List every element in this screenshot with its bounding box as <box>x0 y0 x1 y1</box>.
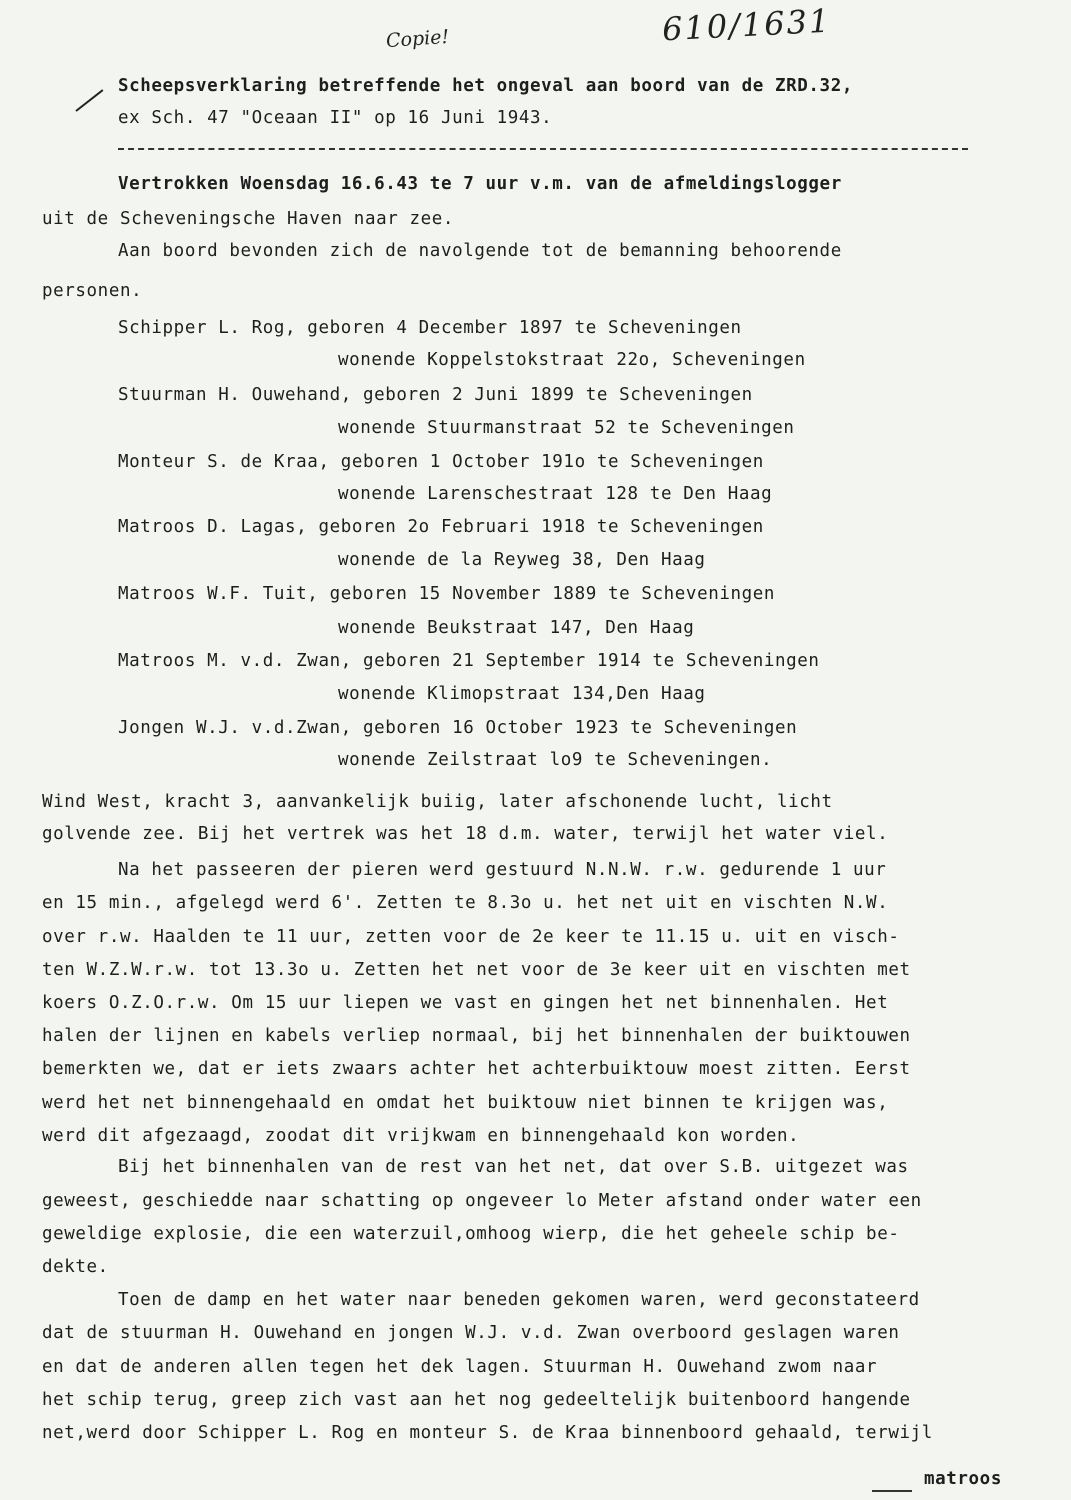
copy-annotation: Copie! <box>385 25 450 53</box>
body-line: net,werd door Schipper L. Rog en monteur S. de Kraa binnenboord gehaald, terwijl <box>42 1423 933 1443</box>
document-title-line-2: ex Sch. 47 "Oceaan II" op 16 Juni 1943. <box>118 108 553 128</box>
body-line: en dat de anderen allen tegen het dek lagen. Stuurman H. Ouwehand zwom naar <box>42 1357 878 1377</box>
body-line: personen. <box>42 281 143 301</box>
body-line: uit de Scheveningsche Haven naar zee. <box>42 209 455 229</box>
crew-entry: Stuurman H. Ouwehand, geboren 2 Juni 1899 te Scheveningen <box>118 385 753 405</box>
margin-check-mark <box>75 89 103 112</box>
body-line: Wind West, kracht 3, aanvankelijk buiig, later afschonende lucht, licht <box>42 792 833 812</box>
body-line: dat de stuurman H. Ouwehand en jongen W.J. v.d. Zwan overboord geslagen waren <box>42 1323 900 1343</box>
body-line: bemerkten we, dat er iets zwaars achter het achterbuiktouw moest zitten. Eerst <box>42 1059 911 1079</box>
crew-address: wonende Stuurmanstraat 52 te Scheveningen <box>338 418 795 438</box>
body-line: het schip terug, greep zich vast aan het nog gedeeltelijk buitenboord hangende <box>42 1390 911 1410</box>
catchword-rule <box>872 1490 912 1492</box>
reference-number: 610/1631 <box>661 1 833 49</box>
crew-entry: Matroos W.F. Tuit, geboren 15 November 1889 te Scheveningen <box>118 584 776 604</box>
body-line: halen der lijnen en kabels verliep normaal, bij het binnenhalen der buiktouwen <box>42 1026 911 1046</box>
body-line: werd het net binnengehaald en omdat het buiktouw niet binnen te krijgen was, <box>42 1093 889 1113</box>
body-line: over r.w. Haalden te 11 uur, zetten voor de 2e keer te 11.15 u. uit en visch- <box>42 927 900 947</box>
crew-entry: Jongen W.J. v.d.Zwan, geboren 16 October 1923 te Scheveningen <box>118 718 798 738</box>
crew-address: wonende de la Reyweg 38, Den Haag <box>338 550 706 570</box>
document-title-line-1: Scheepsverklaring betreffende het ongeval aan boord van de ZRD.32, <box>118 76 853 96</box>
body-line: Vertrokken Woensdag 16.6.43 te 7 uur v.m. van de afmeldingslogger <box>118 174 842 194</box>
body-line: Na het passeeren der pieren werd gestuurd N.N.W. r.w. gedurende 1 uur <box>118 860 887 880</box>
crew-entry: Matroos D. Lagas, geboren 2o Februari 1918 te Scheveningen <box>118 517 764 537</box>
crew-address: wonende Klimopstraat 134,Den Haag <box>338 684 706 704</box>
title-separator-rule <box>118 148 968 150</box>
body-line: dekte. <box>42 1257 109 1277</box>
body-line: golvende zee. Bij het vertrek was het 18 d.m. water, terwijl het water viel. <box>42 824 889 844</box>
crew-address: wonende Koppelstokstraat 22o, Scheveningen <box>338 350 806 370</box>
body-line: en 15 min., afgelegd werd 6'. Zetten te 8.3o u. het net uit en vischten N.W. <box>42 893 889 913</box>
body-line: werd dit afgezaagd, zoodat dit vrijkwam en binnengehaald kon worden. <box>42 1126 800 1146</box>
crew-entry: Matroos M. v.d. Zwan, geboren 21 September 1914 te Scheveningen <box>118 651 820 671</box>
catchword: matroos <box>924 1469 1002 1489</box>
crew-entry: Monteur S. de Kraa, geboren 1 October 191o te Scheveningen <box>118 452 764 472</box>
body-line: geweldige explosie, die een waterzuil,omhoog wierp, die het geheele schip be- <box>42 1224 900 1244</box>
body-line: koers O.Z.O.r.w. Om 15 uur liepen we vast en gingen het net binnenhalen. Het <box>42 993 889 1013</box>
crew-address: wonende Zeilstraat lo9 te Scheveningen. <box>338 750 773 770</box>
crew-address: wonende Larenschestraat 128 te Den Haag <box>338 484 773 504</box>
body-line: Aan boord bevonden zich de navolgende tot de bemanning behoorende <box>118 241 842 261</box>
crew-entry: Schipper L. Rog, geboren 4 December 1897 te Scheveningen <box>118 318 742 338</box>
crew-address: wonende Beukstraat 147, Den Haag <box>338 618 695 638</box>
body-line: Toen de damp en het water naar beneden gekomen waren, werd geconstateerd <box>118 1290 920 1310</box>
body-line: ten W.Z.W.r.w. tot 13.3o u. Zetten het net voor de 3e keer uit en vischten met <box>42 960 911 980</box>
body-line: Bij het binnenhalen van de rest van het net, dat over S.B. uitgezet was <box>118 1157 909 1177</box>
body-line: geweest, geschiedde naar schatting op ongeveer lo Meter afstand onder water een <box>42 1191 922 1211</box>
